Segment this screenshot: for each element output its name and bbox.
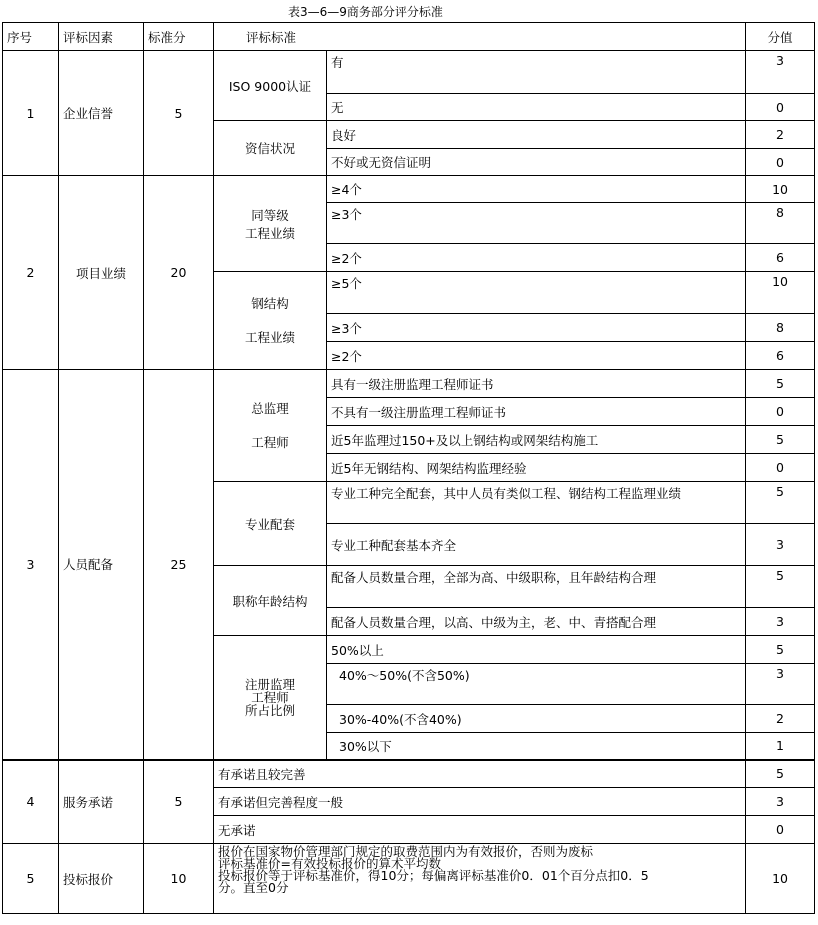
row5-criteria bbox=[214, 844, 746, 914]
table-caption bbox=[0, 2, 818, 22]
row2-steel-b-value: 8 bbox=[746, 314, 815, 342]
row3-factor: 人员配备 bbox=[59, 370, 144, 760]
header-seq: 序号 bbox=[3, 23, 59, 51]
row3-reg-c: 30%-40%(不含40%) bbox=[327, 705, 746, 733]
row2-same-a: ≥4个 bbox=[327, 176, 746, 203]
header-factor: 评标因素 bbox=[59, 23, 144, 51]
row3-chief-b: 不具有一级注册监理工程师证书 bbox=[327, 398, 746, 426]
row3-reg-b-value: 3 bbox=[746, 664, 815, 705]
row4-c: 无承诺 bbox=[214, 816, 746, 844]
row1-credit-bad: 不好或无资信证明 bbox=[327, 149, 746, 176]
row5-line4: 分。直至0分 bbox=[218, 880, 289, 895]
row2-score: 20 bbox=[144, 176, 214, 370]
row1-credit-good: 良好 bbox=[327, 121, 746, 149]
row4-a: 有承诺且较完善 bbox=[214, 760, 746, 788]
row3-reg-d: 30%以下 bbox=[327, 733, 746, 760]
header-row bbox=[3, 23, 815, 51]
row1-iso-no-value: 0 bbox=[746, 94, 815, 121]
table-row bbox=[3, 176, 815, 203]
row1-score: 5 bbox=[144, 51, 214, 176]
row4-score: 5 bbox=[144, 760, 214, 844]
table-row bbox=[3, 844, 815, 914]
row3-age-label: 职称年龄结构 bbox=[214, 566, 327, 636]
row3-chief-d: 近5年无钢结构、网架结构监理经验 bbox=[327, 454, 746, 482]
row4-a-value: 5 bbox=[746, 760, 815, 788]
row3-prof-b: 专业工种配套基本齐全 bbox=[327, 524, 746, 566]
row5-score: 10 bbox=[144, 844, 214, 914]
row2-steel-label bbox=[214, 272, 327, 370]
row3-prof-a: 专业工种完全配套，其中人员有类似工程、钢结构工程监理业绩 bbox=[327, 482, 746, 524]
row5-seq: 5 bbox=[3, 844, 59, 914]
row3-reg-c-value: 2 bbox=[746, 705, 815, 733]
row2-steel-label-line2: 工程业绩 bbox=[244, 329, 295, 345]
header-value: 分值 bbox=[746, 23, 815, 51]
row4-b: 有承诺但完善程度一般 bbox=[214, 788, 746, 816]
row2-same-b: ≥3个 bbox=[327, 203, 746, 244]
row2-steel-c-value: 6 bbox=[746, 342, 815, 370]
table-title: 表3—6—9商务部分评分标准 bbox=[288, 5, 443, 19]
row3-age-a: 配备人员数量合理，全部为高、中级职称，且年龄结构合理 bbox=[327, 566, 746, 608]
row2-same-c-value: 6 bbox=[746, 244, 815, 272]
row1-seq: 1 bbox=[3, 51, 59, 176]
row2-steel-a-value: 10 bbox=[746, 272, 815, 314]
row3-prof-b-value: 3 bbox=[746, 524, 815, 566]
row5-line3: 投标报价等于评标基准价，得10分；每偏离评标基准价0．01个百分点扣0．5 bbox=[218, 868, 649, 883]
row2-steel-a: ≥5个 bbox=[327, 272, 746, 314]
row3-chief-c: 近5年监理过150+及以上钢结构或网架结构施工 bbox=[327, 426, 746, 454]
scoring-table bbox=[2, 22, 815, 914]
row5-value: 10 bbox=[746, 844, 815, 914]
row3-reg-a-value: 5 bbox=[746, 636, 815, 664]
row2-same-a-value: 10 bbox=[746, 176, 815, 203]
row1-credit-bad-value: 0 bbox=[746, 149, 815, 176]
row1-credit-good-value: 2 bbox=[746, 121, 815, 149]
header-criteria: 评标标准 bbox=[214, 23, 746, 51]
row3-reg-label-line2: 工程师 bbox=[251, 689, 289, 705]
row3-chief-d-value: 0 bbox=[746, 454, 815, 482]
row2-same-label bbox=[214, 176, 327, 272]
row5-line1: 报价在国家物价管理部门规定的取费范围内为有效报价，否则为废标 bbox=[218, 844, 594, 859]
row3-chief-label-line1: 总监理 bbox=[251, 400, 289, 416]
row3-reg-d-value: 1 bbox=[746, 733, 815, 760]
row3-age-b-value: 3 bbox=[746, 608, 815, 636]
row1-iso-label: ISO 9000认证 bbox=[214, 51, 327, 121]
row3-chief-a-value: 5 bbox=[746, 370, 815, 398]
row5-line2: 评标基准价=有效投标报价的算术平均数 bbox=[218, 856, 441, 871]
row3-seq: 3 bbox=[3, 370, 59, 760]
row3-reg-b: 40%～50%(不含50%) bbox=[327, 664, 746, 705]
row3-reg-label-line1: 注册监理 bbox=[244, 676, 295, 692]
row1-iso-no: 无 bbox=[327, 94, 746, 121]
row4-factor: 服务承诺 bbox=[59, 760, 144, 844]
table-row bbox=[3, 370, 815, 398]
row3-prof-label: 专业配套 bbox=[214, 482, 327, 566]
row3-reg-label-line3: 所占比例 bbox=[244, 702, 295, 718]
row2-same-b-value: 8 bbox=[746, 203, 815, 244]
row2-factor: 项目业绩 bbox=[59, 176, 144, 370]
row3-reg-label bbox=[214, 636, 327, 760]
row2-steel-label-line1: 钢结构 bbox=[251, 295, 289, 311]
row2-same-label-line2: 工程业绩 bbox=[244, 225, 295, 241]
row3-prof-a-value: 5 bbox=[746, 482, 815, 524]
header-std-score: 标准分 bbox=[144, 23, 214, 51]
table-row bbox=[3, 760, 815, 788]
row3-chief-c-value: 5 bbox=[746, 426, 815, 454]
row3-age-b: 配备人员数量合理，以高、中级为主，老、中、青搭配合理 bbox=[327, 608, 746, 636]
row2-steel-c: ≥2个 bbox=[327, 342, 746, 370]
row3-chief-label bbox=[214, 370, 327, 482]
row3-chief-label-line2: 工程师 bbox=[251, 434, 289, 450]
row1-credit-label: 资信状况 bbox=[214, 121, 327, 176]
row3-chief-b-value: 0 bbox=[746, 398, 815, 426]
row4-c-value: 0 bbox=[746, 816, 815, 844]
row1-iso-yes: 有 bbox=[327, 51, 746, 94]
row5-factor: 投标报价 bbox=[59, 844, 144, 914]
row2-seq: 2 bbox=[3, 176, 59, 370]
row4-b-value: 3 bbox=[746, 788, 815, 816]
row4-seq: 4 bbox=[3, 760, 59, 844]
row3-reg-a: 50%以上 bbox=[327, 636, 746, 664]
row3-chief-a: 具有一级注册监理工程师证书 bbox=[327, 370, 746, 398]
row1-factor: 企业信誉 bbox=[59, 51, 144, 176]
row3-age-a-value: 5 bbox=[746, 566, 815, 608]
row2-same-c: ≥2个 bbox=[327, 244, 746, 272]
table-row bbox=[3, 51, 815, 94]
row2-same-label-line1: 同等级 bbox=[251, 207, 289, 223]
row3-score: 25 bbox=[144, 370, 214, 760]
row2-steel-b: ≥3个 bbox=[327, 314, 746, 342]
row1-iso-yes-value: 3 bbox=[746, 51, 815, 94]
